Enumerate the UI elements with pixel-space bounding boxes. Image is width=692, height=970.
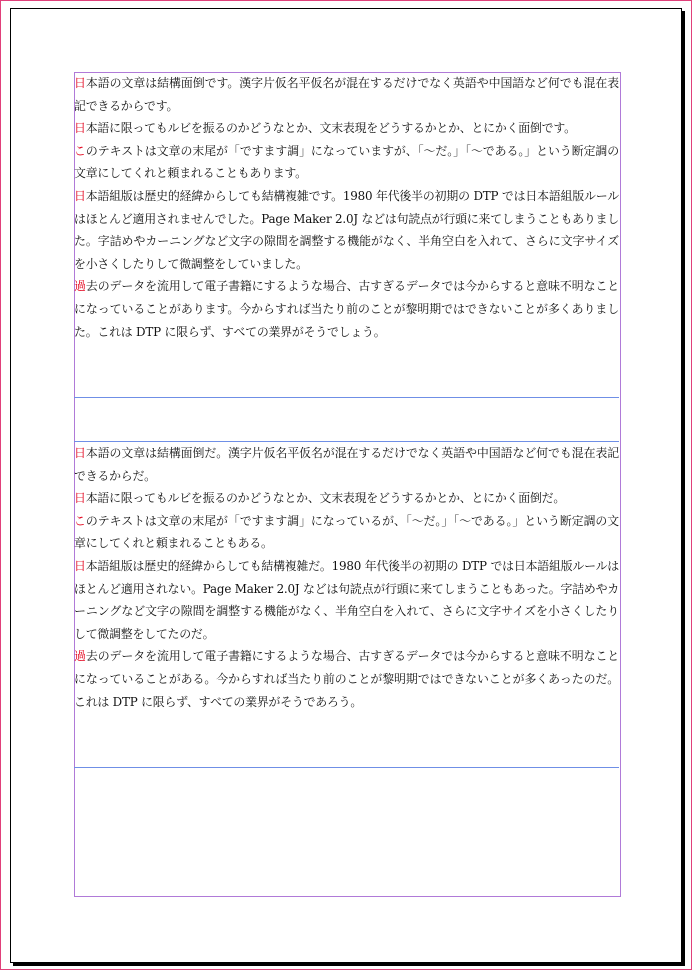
paragraph	[74, 185, 619, 275]
paragraph	[74, 645, 619, 713]
text-frame-plain[interactable]	[74, 441, 619, 768]
first-character: 過	[74, 279, 86, 294]
paragraph-text: のテキストは文章の末尾が「ですます調」になっていますが、「〜だ。」「〜である。」という断定調の文章にしてくれと頼まれることもあります。	[74, 143, 619, 181]
paragraph-text: 去のデータを流用して電子書籍にするような場合、古すぎるデータでは今からすると意味不明なことになっていることがあります。今からすれば当たり前のことが黎明期ではできないことが多くありました。これは DTP に限らず、すべての業界がそうでしょう。	[74, 279, 619, 339]
paragraph-text: 去のデータを流用して電子書籍にするような場合、古すぎるデータでは今からすると意味不明なことになっていることがある。今からすれば当たり前のことが黎明期ではできないことが多くあったのだ。これは DTP に限らず、すべての業界がそうであろう。	[74, 649, 619, 709]
first-character: 日	[74, 188, 86, 203]
paragraph-text: 本語に限ってもルビを振るのかどうなとか、文末表現をどうするかとか、とにかく面倒だ。	[85, 491, 566, 506]
paragraph	[74, 487, 619, 510]
first-character: 日	[74, 558, 86, 573]
first-character: 過	[74, 649, 86, 664]
first-character: こ	[74, 513, 86, 528]
paragraph-text: 本語の文章は結構面倒です。漢字片仮名平仮名が混在するだけでなく英語や中国語など何でも混在表記できるからです。	[74, 76, 619, 113]
paragraph-text: 本語に限ってもルビを振るのかどうなとか、文末表現をどうするかとか、とにかく面倒です。	[85, 121, 576, 136]
paragraph	[74, 510, 619, 555]
paragraph	[74, 275, 619, 343]
paragraph-text: 本語組版は歴史的経緯からしても結構複雑です。1980 年代後半の初期の DTP では日本語組版ルールはほとんど適用されませんでした。Page Maker 2.0J などは句読点が行頭に来てしまうこともありました。字詰めやカーニングなど文字の隙間を調整する機能がなく、半角空白を入れて、さらに文字サイズを小さくしたりして微調整をしていました。	[74, 188, 619, 271]
paragraph	[74, 117, 619, 140]
first-character: 日	[74, 491, 86, 506]
first-character: こ	[74, 143, 86, 158]
paragraph-text: のテキストは文章の末尾が「ですます調」になっているが、「〜だ。」「〜である。」という断定調の文章にしてくれと頼まれることもある。	[74, 513, 619, 551]
paragraph	[74, 140, 619, 185]
first-character: 日	[74, 446, 86, 460]
text-frame-polite[interactable]	[74, 72, 619, 398]
paragraph	[74, 442, 619, 487]
first-character: 日	[74, 76, 86, 90]
paragraph	[74, 72, 619, 117]
paragraph-text: 本語組版は歴史的経緯からしても結構複雑だ。1980 年代後半の初期の DTP では日本語組版ルールはほとんど適用されない。Page Maker 2.0J などは句読点が行頭に来てしまうこともあった。字詰めやカーニングなど文字の隙間を調整する機能がなく、半角空白を入れて、さらに文字サイズを小さくしたりして微調整をしてたのだ。	[74, 558, 619, 641]
paragraph	[74, 555, 619, 645]
paragraph-text: 本語の文章は結構面倒だ。漢字片仮名平仮名が混在するだけでなく英語や中国語など何でも混在表記できるからだ。	[74, 446, 619, 483]
first-character: 日	[74, 121, 86, 136]
